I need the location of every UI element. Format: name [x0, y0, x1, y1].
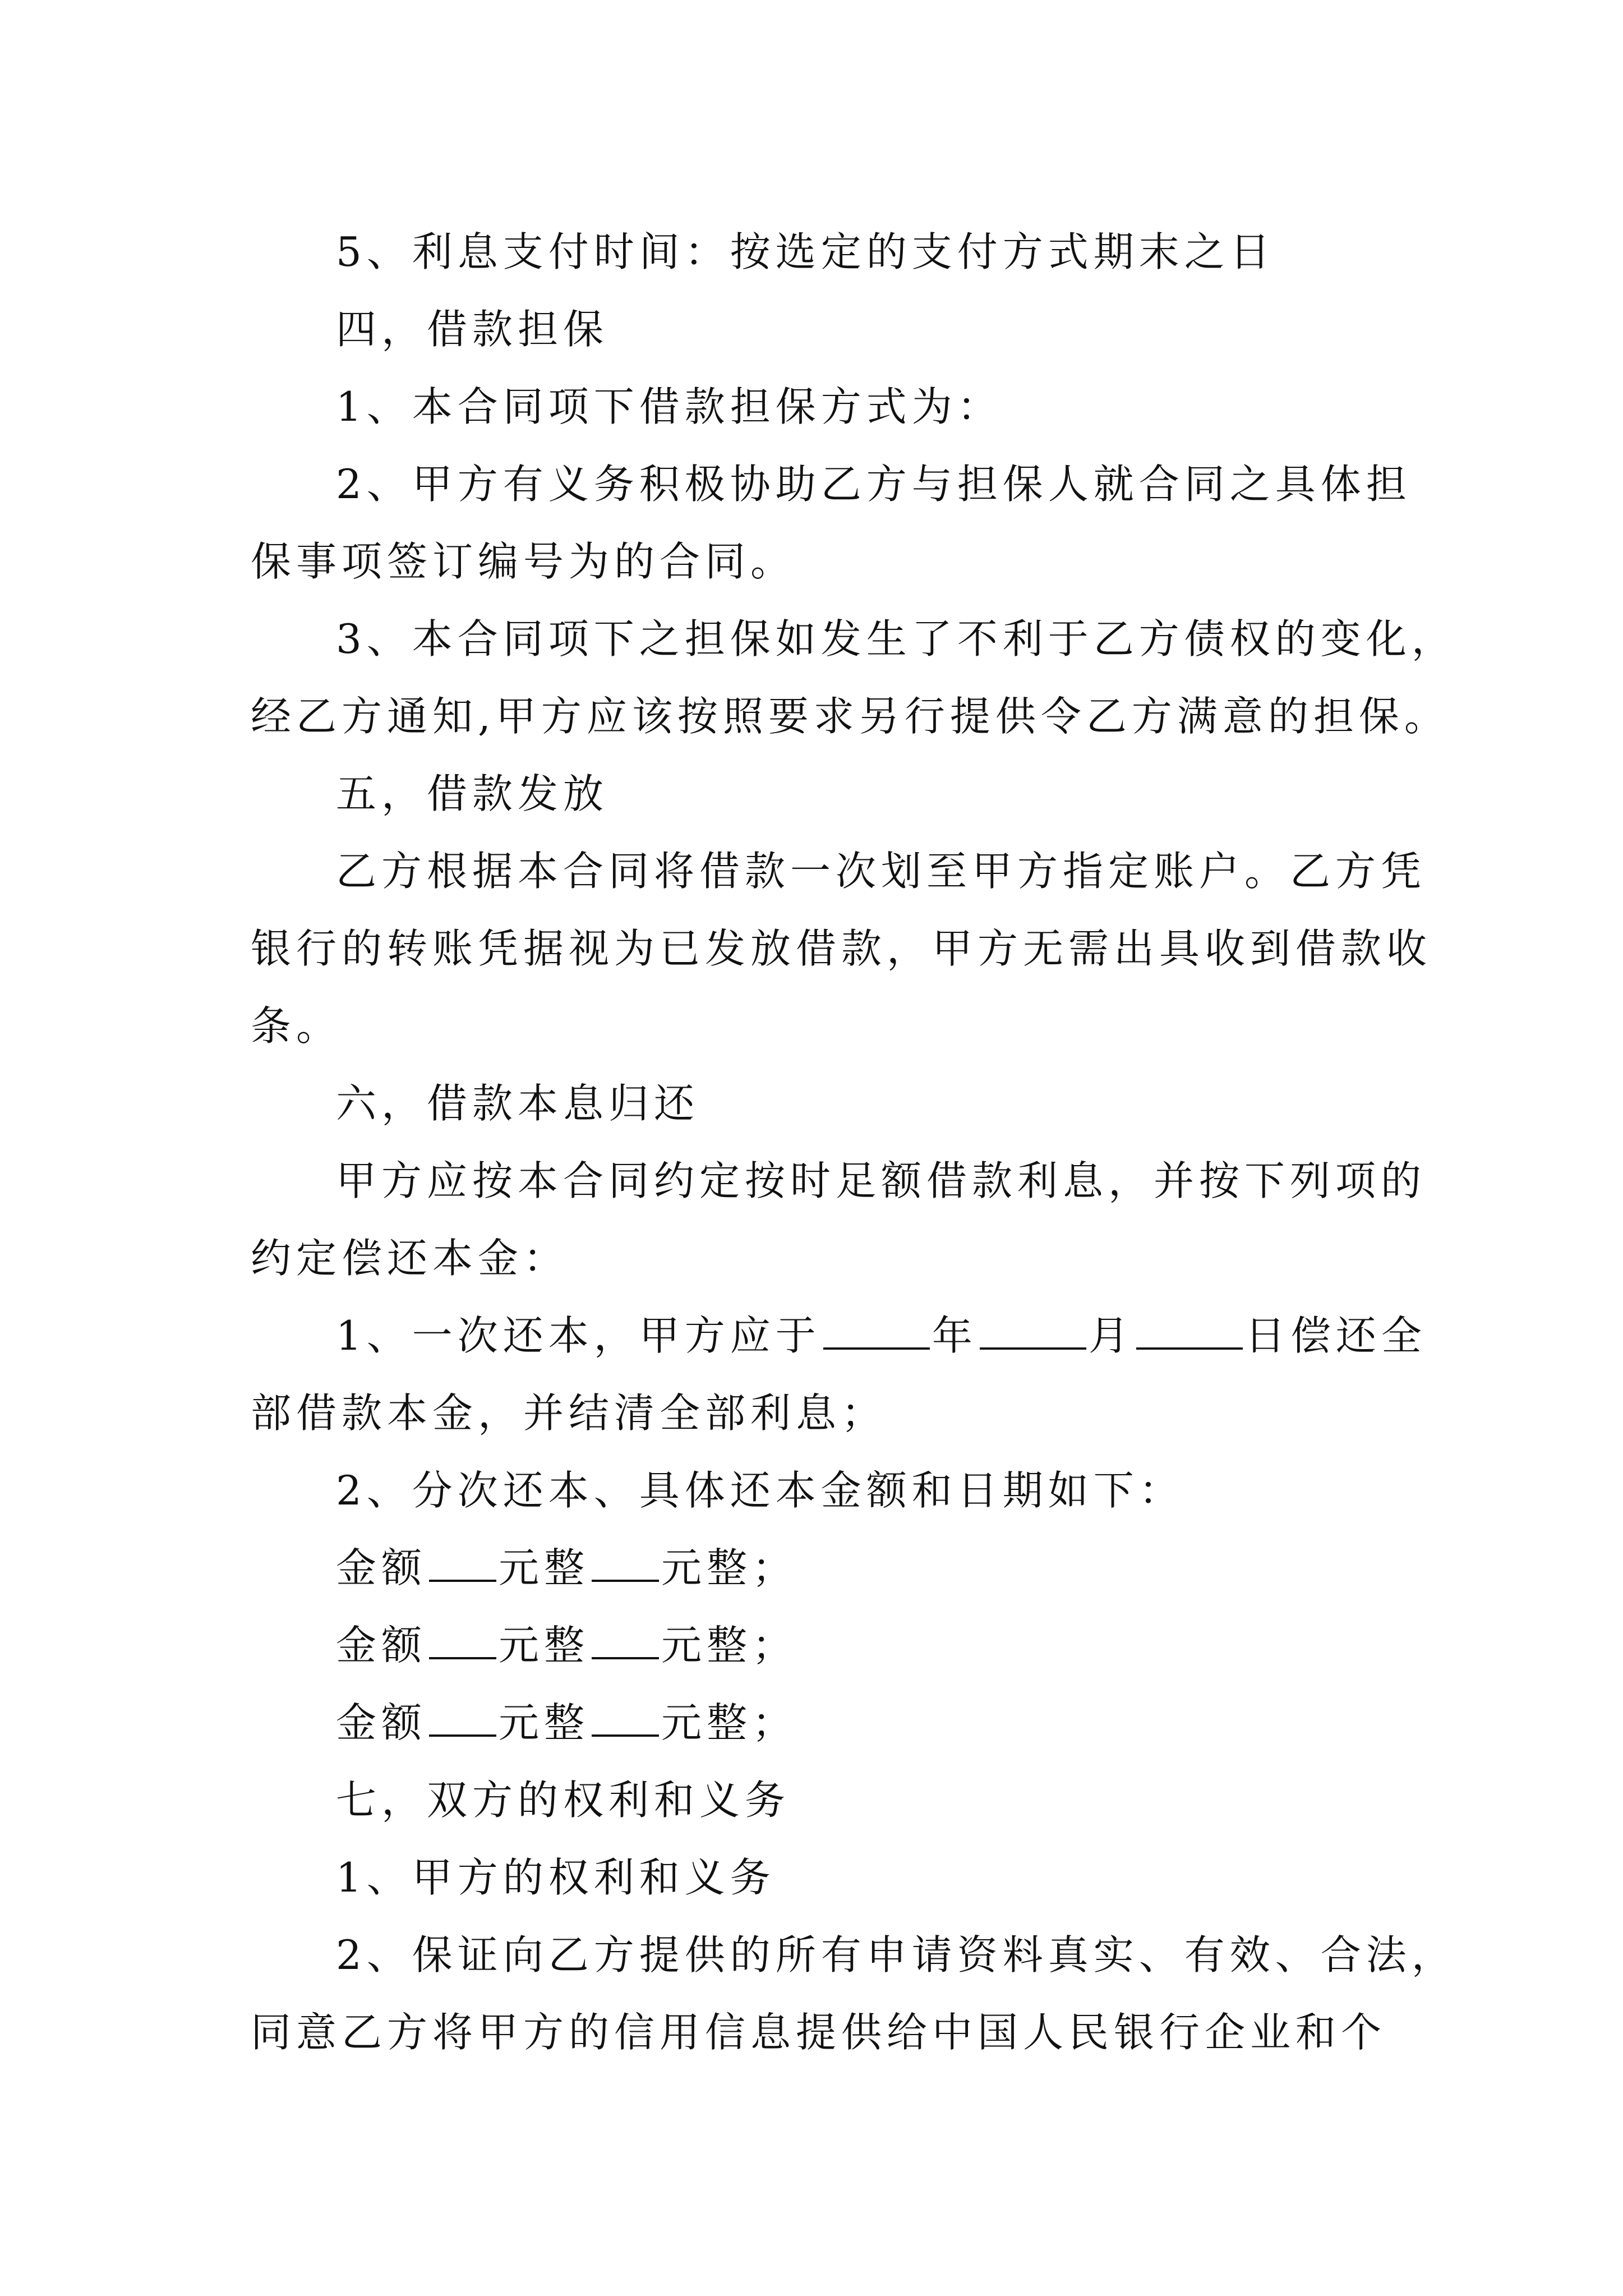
paragraph-line: 2、保证向乙方提供的所有申请资料真实、有效、合法，	[336, 1931, 1457, 1978]
yuan-label-end: 元整；	[661, 1622, 798, 1669]
document-body	[251, 213, 1457, 2071]
paragraph-line: 条。	[251, 1002, 342, 1050]
paragraph-line: 经乙方通知,甲方应该按照要求另行提供令乙方满意的担保。	[251, 693, 1450, 740]
yuan-label-end: 元整；	[661, 1544, 798, 1591]
amount-line	[251, 1529, 1392, 1607]
paragraph-line: 甲方应按本合同约定按时足额借款利息，并按下列项的	[336, 1157, 1427, 1204]
paragraph-line: 1、甲方的权利和义务	[336, 1854, 776, 1901]
paragraph-line: 约定偿还本金：	[251, 1235, 569, 1282]
yuan-label: 元整	[499, 1544, 590, 1591]
paragraph-line: 5、利息支付时间：按选定的支付方式期末之日	[336, 228, 1275, 275]
repayment-date-line	[251, 1297, 1427, 1374]
day-label: 日偿还全	[1244, 1312, 1427, 1359]
amount-blank	[429, 1697, 496, 1737]
amount-line	[251, 1607, 1392, 1684]
yuan-label: 元整	[499, 1699, 590, 1746]
amount-blank	[429, 1543, 496, 1582]
yuan-label: 元整	[499, 1622, 590, 1669]
section-heading: 六，借款本息归还	[336, 1080, 700, 1127]
section-heading: 四，借款担保	[336, 306, 609, 353]
amount-label: 金额	[336, 1622, 427, 1669]
amount-label: 金额	[336, 1544, 427, 1591]
day-blank	[1136, 1310, 1243, 1350]
amount-blank	[592, 1697, 659, 1737]
yuan-label-end: 元整；	[661, 1699, 798, 1746]
month-label: 月	[1088, 1312, 1134, 1359]
month-blank	[980, 1310, 1086, 1350]
paragraph-line: 同意乙方将甲方的信用信息提供给中国人民银行企业和个	[251, 2009, 1387, 2056]
year-label: 年	[932, 1312, 978, 1359]
amount-label: 金额	[336, 1699, 427, 1746]
section-heading: 七，双方的权利和义务	[336, 1777, 791, 1824]
paragraph-line: 银行的转账凭据视为已发放借款，甲方无需出具收到借款收	[251, 925, 1432, 972]
paragraph-line: 2、甲方有义务积极协助乙方与担保人就合同之具体担	[336, 461, 1412, 508]
paragraph-line: 3、本合同项下之担保如发生了不利于乙方债权的变化，	[336, 615, 1457, 662]
amount-blank	[592, 1543, 659, 1582]
paragraph-line: 保事项签订编号为的合同。	[251, 538, 796, 585]
paragraph-line: 2、分次还本、具体还本金额和日期如下：	[336, 1467, 1184, 1514]
amount-line	[251, 1684, 1392, 1761]
section-heading: 五，借款发放	[336, 770, 609, 817]
year-blank	[823, 1310, 930, 1350]
amount-blank	[592, 1620, 659, 1659]
paragraph-line: 部借款本金，并结清全部利息；	[251, 1389, 887, 1437]
amount-blank	[429, 1620, 496, 1659]
paragraph-line: 乙方根据本合同将借款一次划至甲方指定账户。乙方凭	[336, 848, 1427, 895]
repayment-text: 1、一次还本，甲方应于	[336, 1312, 821, 1359]
paragraph-line: 1、本合同项下借款担保方式为：	[336, 383, 1003, 430]
